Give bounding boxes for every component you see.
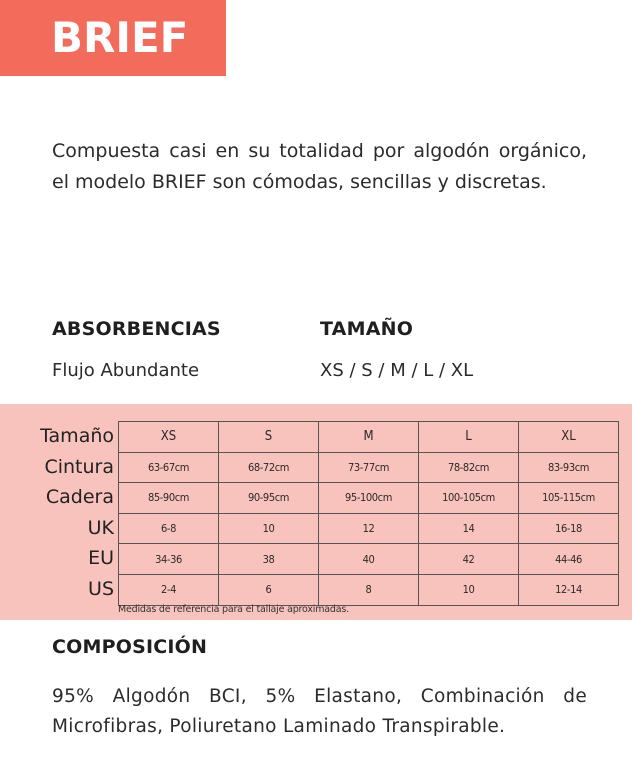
table-cell: 95-100cm: [319, 483, 419, 514]
intro-paragraph: Compuesta casi en su totalidad por algodón orgánico, el modelo BRIEF son cómodas, sencillas y discretas.: [52, 140, 587, 193]
table-cell: 16-18: [519, 513, 619, 544]
table-row: [119, 544, 619, 575]
row-label-eu: EU: [88, 547, 114, 569]
table-row: [119, 483, 619, 514]
row-label-uk: UK: [87, 516, 114, 539]
table-cell: S: [219, 422, 319, 453]
row-label-us: US: [88, 577, 114, 600]
table-cell: 85-90cm: [119, 483, 219, 514]
table-cell: 90-95cm: [219, 483, 319, 514]
table-cell: 63-67cm: [119, 452, 219, 483]
table-cell: 100-105cm: [419, 483, 519, 514]
table-cell: 44-46: [519, 544, 619, 575]
table-cell: 8: [319, 574, 419, 605]
size-chart-row-labels: [0, 421, 116, 604]
table-cell: XL: [519, 422, 619, 453]
absorbencias-heading: ABSORBENCIAS: [52, 318, 221, 340]
table-cell: 12: [319, 513, 419, 544]
product-title: BRIEF: [51, 13, 189, 62]
tamano-value: XS / S / M / L / XL: [320, 360, 474, 381]
title-banner: [0, 0, 226, 76]
table-cell: 6: [219, 574, 319, 605]
table-row: [119, 422, 619, 453]
table-row: [119, 574, 619, 605]
size-chart-table: [118, 421, 619, 606]
table-row: [119, 513, 619, 544]
table-row: [119, 452, 619, 483]
table-cell: 42: [419, 544, 519, 575]
tamano-heading: TAMAÑO: [320, 318, 414, 340]
table-cell: 14: [419, 513, 519, 544]
table-cell: 68-72cm: [219, 452, 319, 483]
table-cell: 10: [419, 574, 519, 605]
composicion-text: 95% Algodón BCI, 5% Elastano, Combinación de Microfibras, Poliuretano Laminado Transpirable.: [52, 686, 587, 737]
row-label-tamano: Tamaño: [40, 425, 114, 447]
table-cell: 6-8: [119, 513, 219, 544]
composicion-heading: COMPOSICIÓN: [52, 636, 208, 658]
row-label-cadera: Cadera: [45, 486, 114, 508]
table-cell: 2-4: [119, 574, 219, 605]
table-cell: 73-77cm: [319, 452, 419, 483]
table-cell: 40: [319, 544, 419, 575]
table-cell: 105-115cm: [519, 483, 619, 514]
table-cell: 12-14: [519, 574, 619, 605]
size-chart-note: Medidas de referencia para el tallaje aproximadas.: [118, 604, 349, 615]
table-cell: 83-93cm: [519, 452, 619, 483]
table-cell: M: [319, 422, 419, 453]
table-cell: 34-36: [119, 544, 219, 575]
row-label-cintura: Cintura: [44, 455, 114, 478]
absorbencias-value: Flujo Abundante: [52, 360, 200, 381]
table-cell: 38: [219, 544, 319, 575]
table-cell: 78-82cm: [419, 452, 519, 483]
table-cell: 10: [219, 513, 319, 544]
table-cell: XS: [119, 422, 219, 453]
table-cell: L: [419, 422, 519, 453]
